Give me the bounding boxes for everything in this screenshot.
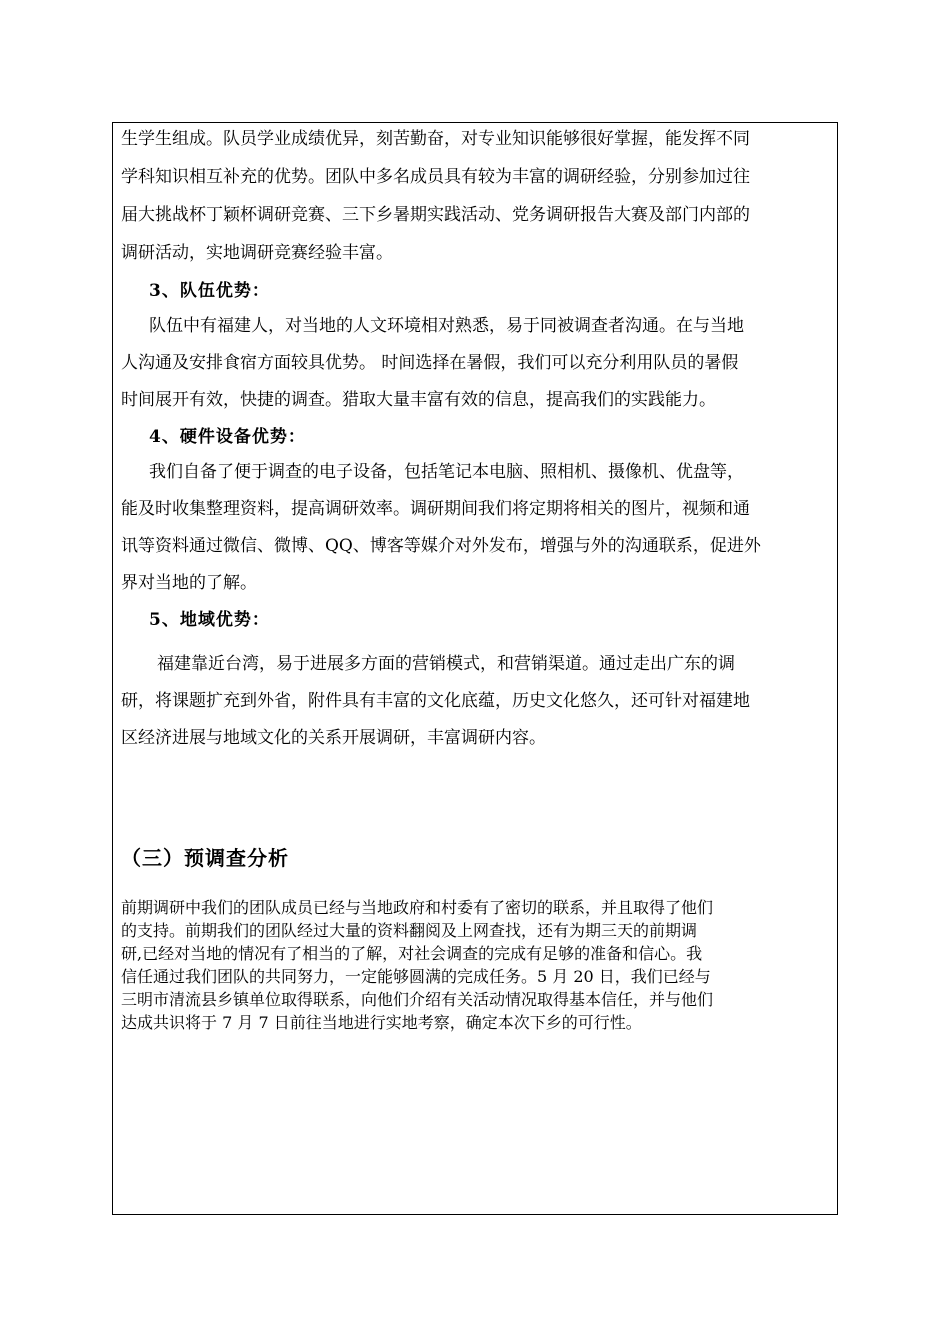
paragraph-line: 人沟通及安排食宿方面较具优势。 时间选择在暑假，我们可以充分利用队员的暑假	[121, 353, 739, 373]
paragraph-line: 调研活动，实地调研竞赛经验丰富。	[121, 243, 393, 263]
paragraph-line: 生学生组成。队员学业成绩优异，刻苦勤奋，对专业知识能够很好掌握，能发挥不同	[121, 129, 750, 149]
paragraph-line: 前期调研中我们的团队成员已经与当地政府和村委有了密切的联系，并且取得了他们	[121, 898, 714, 917]
paragraph-line: 福建靠近台湾，易于进展多方面的营销模式，和营销渠道。通过走出广东的调	[157, 654, 735, 674]
paragraph-line: 信任通过我们团队的共同努力，一定能够圆满的完成任务。5 月 20 日，我们已经与	[121, 967, 711, 986]
paragraph-line: 能及时收集整理资料，提高调研效率。调研期间我们将定期将相关的图片，视频和通	[121, 499, 750, 519]
paragraph-line: 区经济进展与地域文化的关系开展调研，丰富调研内容。	[121, 728, 546, 748]
paragraph-line: 我们自备了便于调查的电子设备，包括笔记本电脑、照相机、摄像机、优盘等，	[149, 462, 744, 482]
paragraph-line: 三明市清流县乡镇单位取得联系，向他们介绍有关活动情况取得基本信任，并与他们	[121, 990, 714, 1009]
paragraph-line: 界对当地的了解。	[121, 573, 257, 593]
paragraph-line: 研，将课题扩充到外省，附件具有丰富的文化底蕴，历史文化悠久，还可针对福建地	[121, 691, 750, 711]
paragraph-line: 达成共识将于 7 月 7 日前往当地进行实地考察，确定本次下乡的可行性。	[121, 1013, 642, 1032]
document-table-cell	[112, 122, 838, 1215]
paragraph-line: 时间展开有效，快捷的调查。猎取大量丰富有效的信息，提高我们的实践能力。	[121, 390, 716, 410]
paragraph-line: 讯等资料通过微信、微博、QQ、博客等媒介对外发布，增强与外的沟通联系，促进外	[121, 536, 761, 556]
paragraph-line: 学科知识相互补充的优势。团队中多名成员具有较为丰富的调研经验，分别参加过往	[121, 167, 750, 187]
heading-regional-advantage: 5、地域优势：	[149, 610, 270, 630]
paragraph-line: 研,已经对当地的情况有了相当的了解，对社会调查的完成有足够的准备和信心。我	[121, 944, 703, 963]
paragraph-line: 届大挑战杯丁颖杯调研竞赛、三下乡暑期实践活动、党务调研报告大赛及部门内部的	[121, 205, 750, 225]
section-title: （三）预调查分析	[121, 846, 289, 870]
paragraph-line: 的支持。前期我们的团队经过大量的资料翻阅及上网查找，还有为期三天的前期调	[121, 921, 698, 940]
paragraph-line: 队伍中有福建人，对当地的人文环境相对熟悉，易于同被调查者沟通。在与当地	[149, 316, 744, 336]
heading-hardware-advantage: 4、硬件设备优势：	[149, 427, 306, 447]
heading-team-advantage: 3、队伍优势：	[149, 281, 270, 301]
